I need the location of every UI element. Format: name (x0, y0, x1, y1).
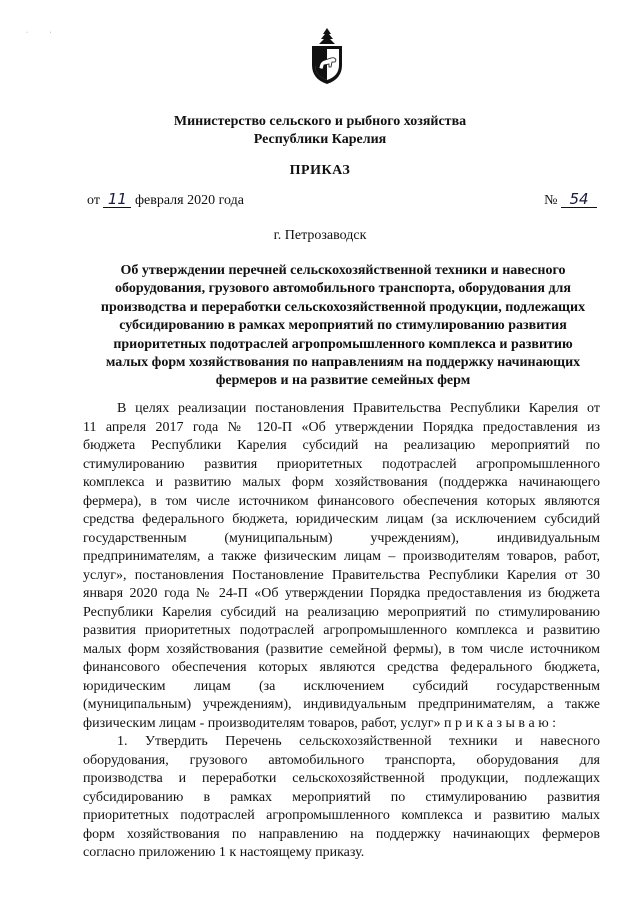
body-line: Республики Карелия субсидий на реализацию мероприятий по стимулированию (83, 604, 600, 620)
ministry-line-1: Министерство сельского и рыбного хозяйства (173, 114, 467, 129)
number-label: № (544, 193, 558, 208)
order-date (87, 191, 244, 209)
body-line: производства и переработки сельскохозяйственной продукции, подлежащих (83, 771, 600, 786)
body-line: физическим лицам - производителям товаров, работ, услуг» п р и к а з ы в а ю : (83, 715, 557, 731)
body-line: приоритетных подотраслей агропромышленного комплекса и развитию малых (83, 808, 600, 823)
body-line: согласно приложению 1 к настоящему приказу. (83, 845, 365, 860)
subject-line: производства и переработки сельскохозяйственной продукции, подлежащих (100, 299, 586, 315)
city: г. Петрозаводск (273, 228, 367, 243)
subject-line: оборудования, грузового автомобильного транспорта, оборудования для (115, 281, 571, 297)
date-prefix: от (87, 193, 100, 208)
body-line: услуг», постановления Постановление Правительства Республики Карелия от 30 (83, 567, 600, 583)
body-line: форм хозяйствования по направлению на поддержку начинающих фермеров (83, 826, 600, 842)
subject-line: приоритетных подотраслей агропромышленного комплекса и развитию (113, 336, 573, 352)
body-line: (муниципальным) учреждениям), индивидуальным предпринимателям, а также (83, 697, 600, 712)
body-line: фермера), в том числе источником финансового обеспечения которых являются (83, 493, 600, 509)
order-number (544, 191, 597, 209)
handwritten-day: 11 (103, 191, 131, 208)
body-line: В целях реализации постановления Правительства Республики Карелия от (117, 401, 600, 416)
body-line: стимулированию развития приоритетных подотраслей агропромышленного (83, 456, 600, 472)
ministry-line-2: Республики Карелия (253, 132, 387, 147)
order-subject (86, 262, 600, 391)
order-body (83, 400, 600, 863)
body-line: 11 апреля 2017 года № 120-П «Об утверждении Порядка предоставления из (83, 419, 600, 435)
order-title: ПРИКАЗ (289, 163, 351, 178)
subject-line: субсидированию в рамках мероприятий по стимулированию развития (119, 318, 567, 334)
handwritten-number: 54 (561, 191, 597, 208)
subject-line: малых форм хозяйствования по направлениям на поддержку начинающих (105, 355, 581, 371)
body-line: бюджета Республики Карелия субсидий на реализацию мероприятий по (83, 438, 600, 453)
date-month-year: февраля 2020 года (134, 193, 244, 208)
body-line: 1. Утвердить Перечень сельскохозяйственной техники и навесного (117, 734, 600, 749)
body-line: государственным (муниципальным) учреждениям), индивидуальным (83, 530, 600, 546)
body-line: малых форм хозяйствования (развитие семейной фермы), в том числе источником (83, 641, 600, 657)
body-line: января 2020 года № 24-П «Об утверждении Порядка предоставления из бюджета (83, 586, 600, 601)
body-line: развития приоритетных подотраслей агропромышленного комплекса и развитию (83, 623, 600, 638)
scan-marks: · · (26, 30, 62, 36)
date-number-row (87, 191, 597, 211)
body-line: субсидированию в рамках мероприятий по стимулированию развития (83, 789, 600, 805)
body-line: предпринимателям, а также физическим лицам – производителям товаров, работ, (83, 549, 600, 564)
body-line: комплекса и развитию малых форм хозяйствования (поддержка начинающего (83, 475, 600, 490)
body-line: юридическим лицам (за исключением субсидий государственным (83, 678, 600, 694)
subject-line: фермеров и на развитие семейных ферм (215, 373, 471, 389)
ministry-name (0, 113, 640, 149)
body-line: финансового обеспечения которых являются средства федерального бюджета, (83, 660, 600, 675)
subject-line: Об утверждении перечней сельскохозяйственной техники и навесного (120, 263, 566, 278)
coat-of-arms-icon (309, 27, 345, 85)
body-line: средства федерального бюджета, юридическим лицам (за исключением субсидий (83, 512, 600, 527)
body-line: оборудования, грузового автомобильного транспорта, оборудования для (83, 752, 600, 768)
